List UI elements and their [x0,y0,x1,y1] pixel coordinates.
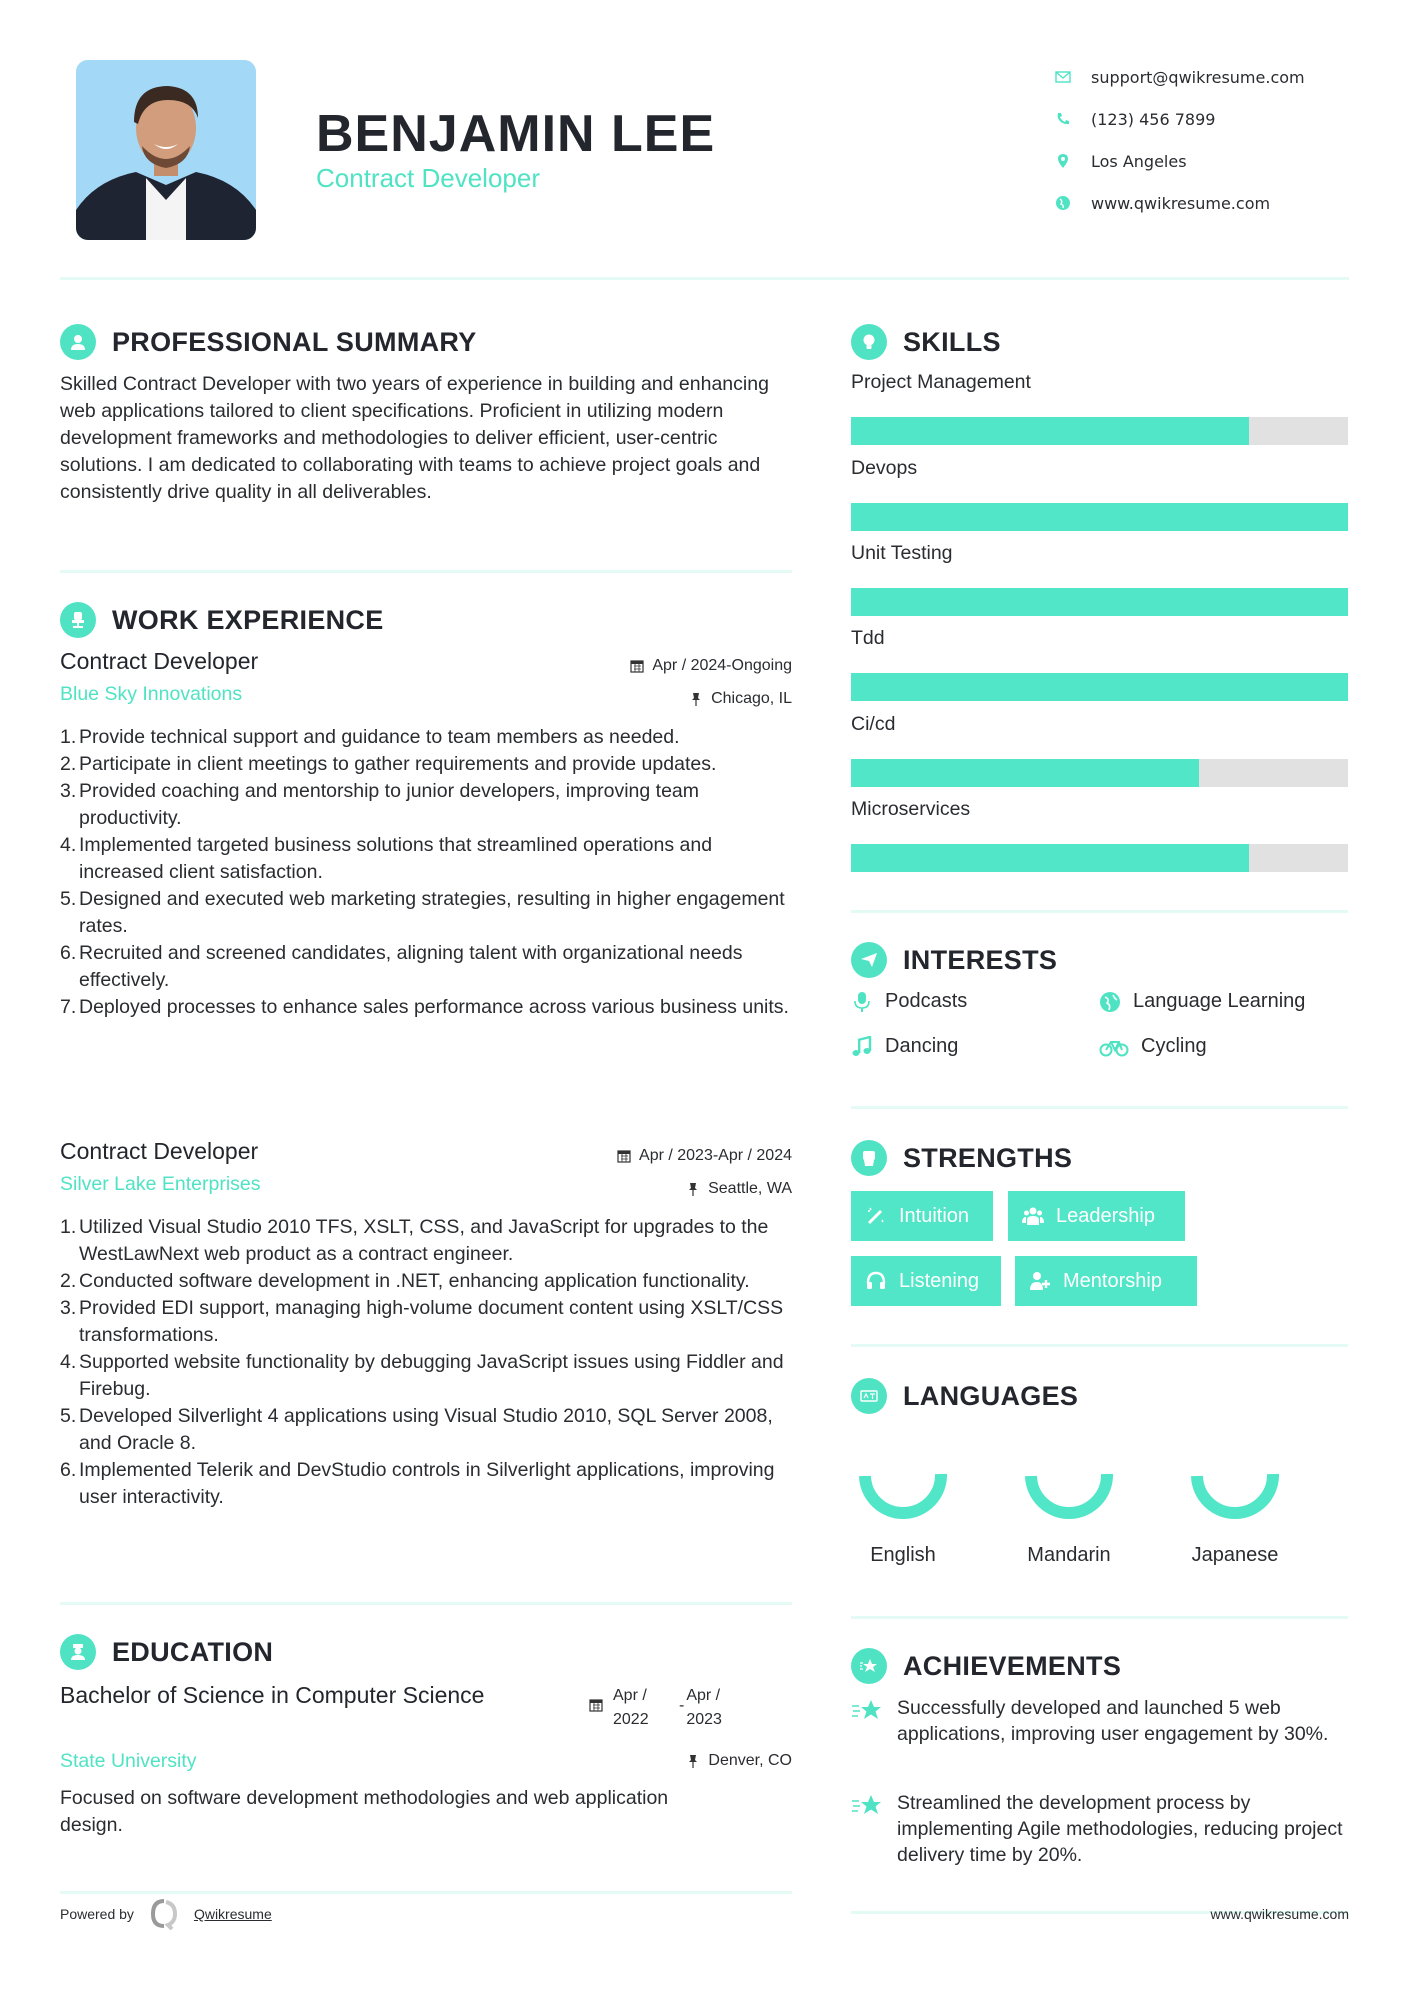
job-dates [617,1147,792,1165]
school-name: State University [60,1750,197,1772]
microphone-icon [851,991,873,1013]
calendar-icon [617,1149,631,1163]
skill-bar [851,588,1348,616]
education-end: Apr / 2023 [686,1687,722,1728]
language-item [1175,1430,1295,1567]
interest-item [851,1035,958,1058]
paper-plane-icon [851,942,887,978]
contact-email[interactable] [1055,56,1305,98]
envelope-icon [1055,69,1091,85]
header-divider [60,277,1349,280]
job-dates-text: Apr / 2023-Apr / 2024 [639,1147,792,1164]
date-separator: - [679,1697,685,1714]
skill-bar [851,673,1348,701]
pushpin-icon [686,1754,700,1768]
list-item: 1. Utilized Visual Studio 2010 TFS, XSLT, CSS, and JavaScript for upgrades to the WestLawNext web product as a contract engineer. [60,1216,769,1265]
education-description: Focused on software development methodologies and web application design. [60,1787,669,1836]
person-photo-icon [76,60,256,240]
user-icon [60,324,96,360]
bicycle-icon [1099,1036,1129,1058]
skill-label: Ci/cd [851,713,896,735]
footer-powered-by [60,1898,272,1930]
list-item: 1. Provide technical support and guidance to team members as needed. [60,726,680,748]
strengths-heading: STRENGTHS [903,1142,1073,1173]
language-progress-ring [1189,1430,1281,1522]
interest-item [1099,990,1305,1013]
languages-divider [851,1616,1348,1619]
education-location-text: Denver, CO [708,1752,792,1769]
skill-bar [851,503,1348,531]
language-progress-ring [857,1430,949,1522]
contact-location [1055,140,1305,182]
education-location [686,1752,792,1770]
experience-heading: WORK EXPERIENCE [112,604,384,635]
skill-label: Project Management [851,371,1031,393]
job-entry [60,1138,792,1511]
interest-label: Podcasts [885,990,968,1012]
users-icon [1022,1205,1044,1227]
list-item: 3. Provided EDI support, managing high-volume document content using XSLT/CSS transformations. [60,1297,784,1346]
qwikresume-link[interactable]: Qwikresume [193,1906,272,1922]
languages-heading: LANGUAGES [903,1380,1079,1411]
achievement-item [851,1695,1351,1747]
strength-label: Intuition [899,1204,970,1227]
skills-divider [851,910,1348,913]
list-item: 2. Conducted software development in .NET, enhancing application functionality. [60,1270,750,1292]
job-company: Blue Sky Innovations [60,683,243,705]
list-item: 6. Recruited and screened candidates, aligning talent with organizational needs effectively. [60,942,743,991]
education-header [60,1634,273,1670]
globe-icon [1055,195,1091,211]
star-badge-icon [851,1648,887,1684]
calendar-icon [589,1698,603,1712]
achievement-text: Streamlined the development process by implementing Agile methodologies, reducing project delivery time by 20%. [897,1792,1343,1866]
strength-label: Leadership [1056,1204,1155,1227]
interest-label: Language Learning [1133,990,1306,1012]
calendar-icon [630,659,644,673]
strength-label: Mentorship [1063,1269,1162,1292]
skill-item [851,371,1348,445]
education-divider [60,1891,792,1894]
skill-label: Tdd [851,627,885,649]
profile-photo [76,60,256,240]
map-pin-icon [1055,153,1091,169]
powered-by-text: Powered by [60,1906,134,1922]
skill-bar-fill [851,844,1249,872]
footer-website-link[interactable]: www.qwikresume.com [1210,1906,1349,1922]
phone-icon [1055,111,1091,127]
contact-list [1055,56,1305,224]
skills-heading: SKILLS [903,326,1001,357]
strength-chip [851,1191,993,1241]
contact-website[interactable] [1055,182,1305,224]
language-item [1009,1430,1129,1567]
interest-label: Dancing [885,1035,959,1057]
interests-divider [851,1106,1348,1109]
list-item: 5. Developed Silverlight 4 applications using Visual Studio 2010, SQL Server 2008, and Oracle 8. [60,1405,773,1454]
job-responsibilities [60,1214,792,1511]
achievements-header [851,1648,1121,1684]
fist-icon [851,1140,887,1176]
achievement-text: Successfully developed and launched 5 web applications, improving user engagement by 30%. [897,1697,1329,1745]
interest-label: Cycling [1141,1035,1207,1057]
education-heading: EDUCATION [112,1636,274,1667]
skill-bar [851,759,1348,787]
interest-item [1099,1035,1207,1058]
shooting-star-icon [851,1792,883,1820]
skill-item [851,627,1348,701]
email-text: support@qwikresume.com [1091,67,1305,87]
strength-chip [1008,1191,1185,1241]
skills-header [851,324,1001,360]
user-plus-icon [1029,1270,1051,1292]
list-item: 6. Implemented Telerik and DevStudio controls in Silverlight applications, improving user interactivity. [60,1459,775,1508]
skill-bar [851,844,1348,872]
graduate-icon [60,1634,96,1670]
skill-item [851,798,1348,872]
candidate-name: BENJAMIN LEE [316,105,716,163]
job-title: Contract Developer [60,648,259,674]
interest-item [851,990,967,1013]
summary-header [60,324,477,360]
translate-icon [851,1378,887,1414]
list-item: 4. Implemented targeted business solutions that streamlined operations and increased client satisfaction. [60,834,713,883]
list-item: 4. Supported website functionality by debugging JavaScript issues using Fiddler and Firebug. [60,1351,784,1400]
degree-title: Bachelor of Science in Computer Science [60,1682,485,1708]
website-text: www.qwikresume.com [1091,193,1271,213]
strengths-header [851,1140,1072,1176]
job-dates-text: Apr / 2024-Ongoing [652,657,792,674]
skill-label: Unit Testing [851,542,953,564]
languages-header [851,1378,1078,1414]
list-item: 3. Provided coaching and mentorship to junior developers, improving team productivity. [60,780,700,829]
skill-bar [851,417,1348,445]
summary-divider [60,570,792,573]
achievements-heading: ACHIEVEMENTS [903,1650,1122,1681]
skill-label: Microservices [851,798,971,820]
language-label: Japanese [1191,1544,1279,1566]
strength-label: Listening [899,1269,980,1292]
experience-divider [60,1602,792,1605]
list-item: 5. Designed and executed web marketing strategies, resulting in higher engagement rates. [60,888,785,937]
skill-item [851,713,1348,787]
education-start: Apr / 2022 [613,1687,649,1728]
experience-header [60,602,384,638]
location-text: Los Angeles [1091,151,1187,171]
skill-bar-fill [851,673,1348,701]
language-label: English [870,1544,936,1566]
list-item: 7. Deployed processes to enhance sales performance across various business units. [60,996,789,1018]
education-dates [589,1684,722,1732]
skill-bar-fill [851,503,1348,531]
pushpin-icon [689,692,703,706]
skill-item [851,542,1348,616]
list-item: 2. Participate in client meetings to gather requirements and provide updates. [60,753,717,775]
lightbulb-icon [851,324,887,360]
strengths-divider [851,1344,1348,1347]
office-chair-icon [60,602,96,638]
globe-icon [1099,991,1121,1013]
strength-chip [851,1256,1001,1306]
job-company: Silver Lake Enterprises [60,1173,261,1195]
language-label: Mandarin [1027,1544,1111,1566]
strength-chip [1015,1256,1197,1306]
magic-wand-icon [865,1205,887,1227]
language-progress-ring [1023,1430,1115,1522]
skill-bar-fill [851,759,1199,787]
achievement-item [851,1790,1351,1868]
job-title: Contract Developer [60,1138,259,1164]
music-note-icon [851,1036,873,1058]
candidate-title: Contract Developer [316,163,540,193]
skill-label: Devops [851,457,918,479]
job-location-text: Chicago, IL [711,690,792,707]
summary-text: Skilled Contract Developer with two years of experience in building and enhancing web applications tailored to client specifications. Proficient in utilizing modern development frameworks and methodologies to deliver efficient, user-centric solutions. I am dedicated to collaborating with teams to achieve project goals and consistently drive quality in all deliverables. [60,373,769,503]
phone-text: (123) 456 7899 [1091,109,1216,129]
skill-item [851,457,1348,531]
summary-heading: PROFESSIONAL SUMMARY [112,326,477,357]
contact-phone[interactable] [1055,98,1305,140]
headphones-icon [865,1270,887,1292]
qwikresume-logo-icon [150,1898,178,1930]
job-responsibilities [60,724,792,1021]
skill-bar-fill [851,588,1348,616]
job-location-text: Seattle, WA [708,1180,792,1197]
pushpin-icon [686,1182,700,1196]
job-dates [630,657,792,675]
interests-heading: INTERESTS [903,944,1058,975]
job-location [689,690,792,708]
language-item [843,1430,963,1567]
job-location [686,1180,792,1198]
interests-header [851,942,1057,978]
skill-bar-fill [851,417,1249,445]
shooting-star-icon [851,1697,883,1725]
job-entry [60,648,792,1021]
